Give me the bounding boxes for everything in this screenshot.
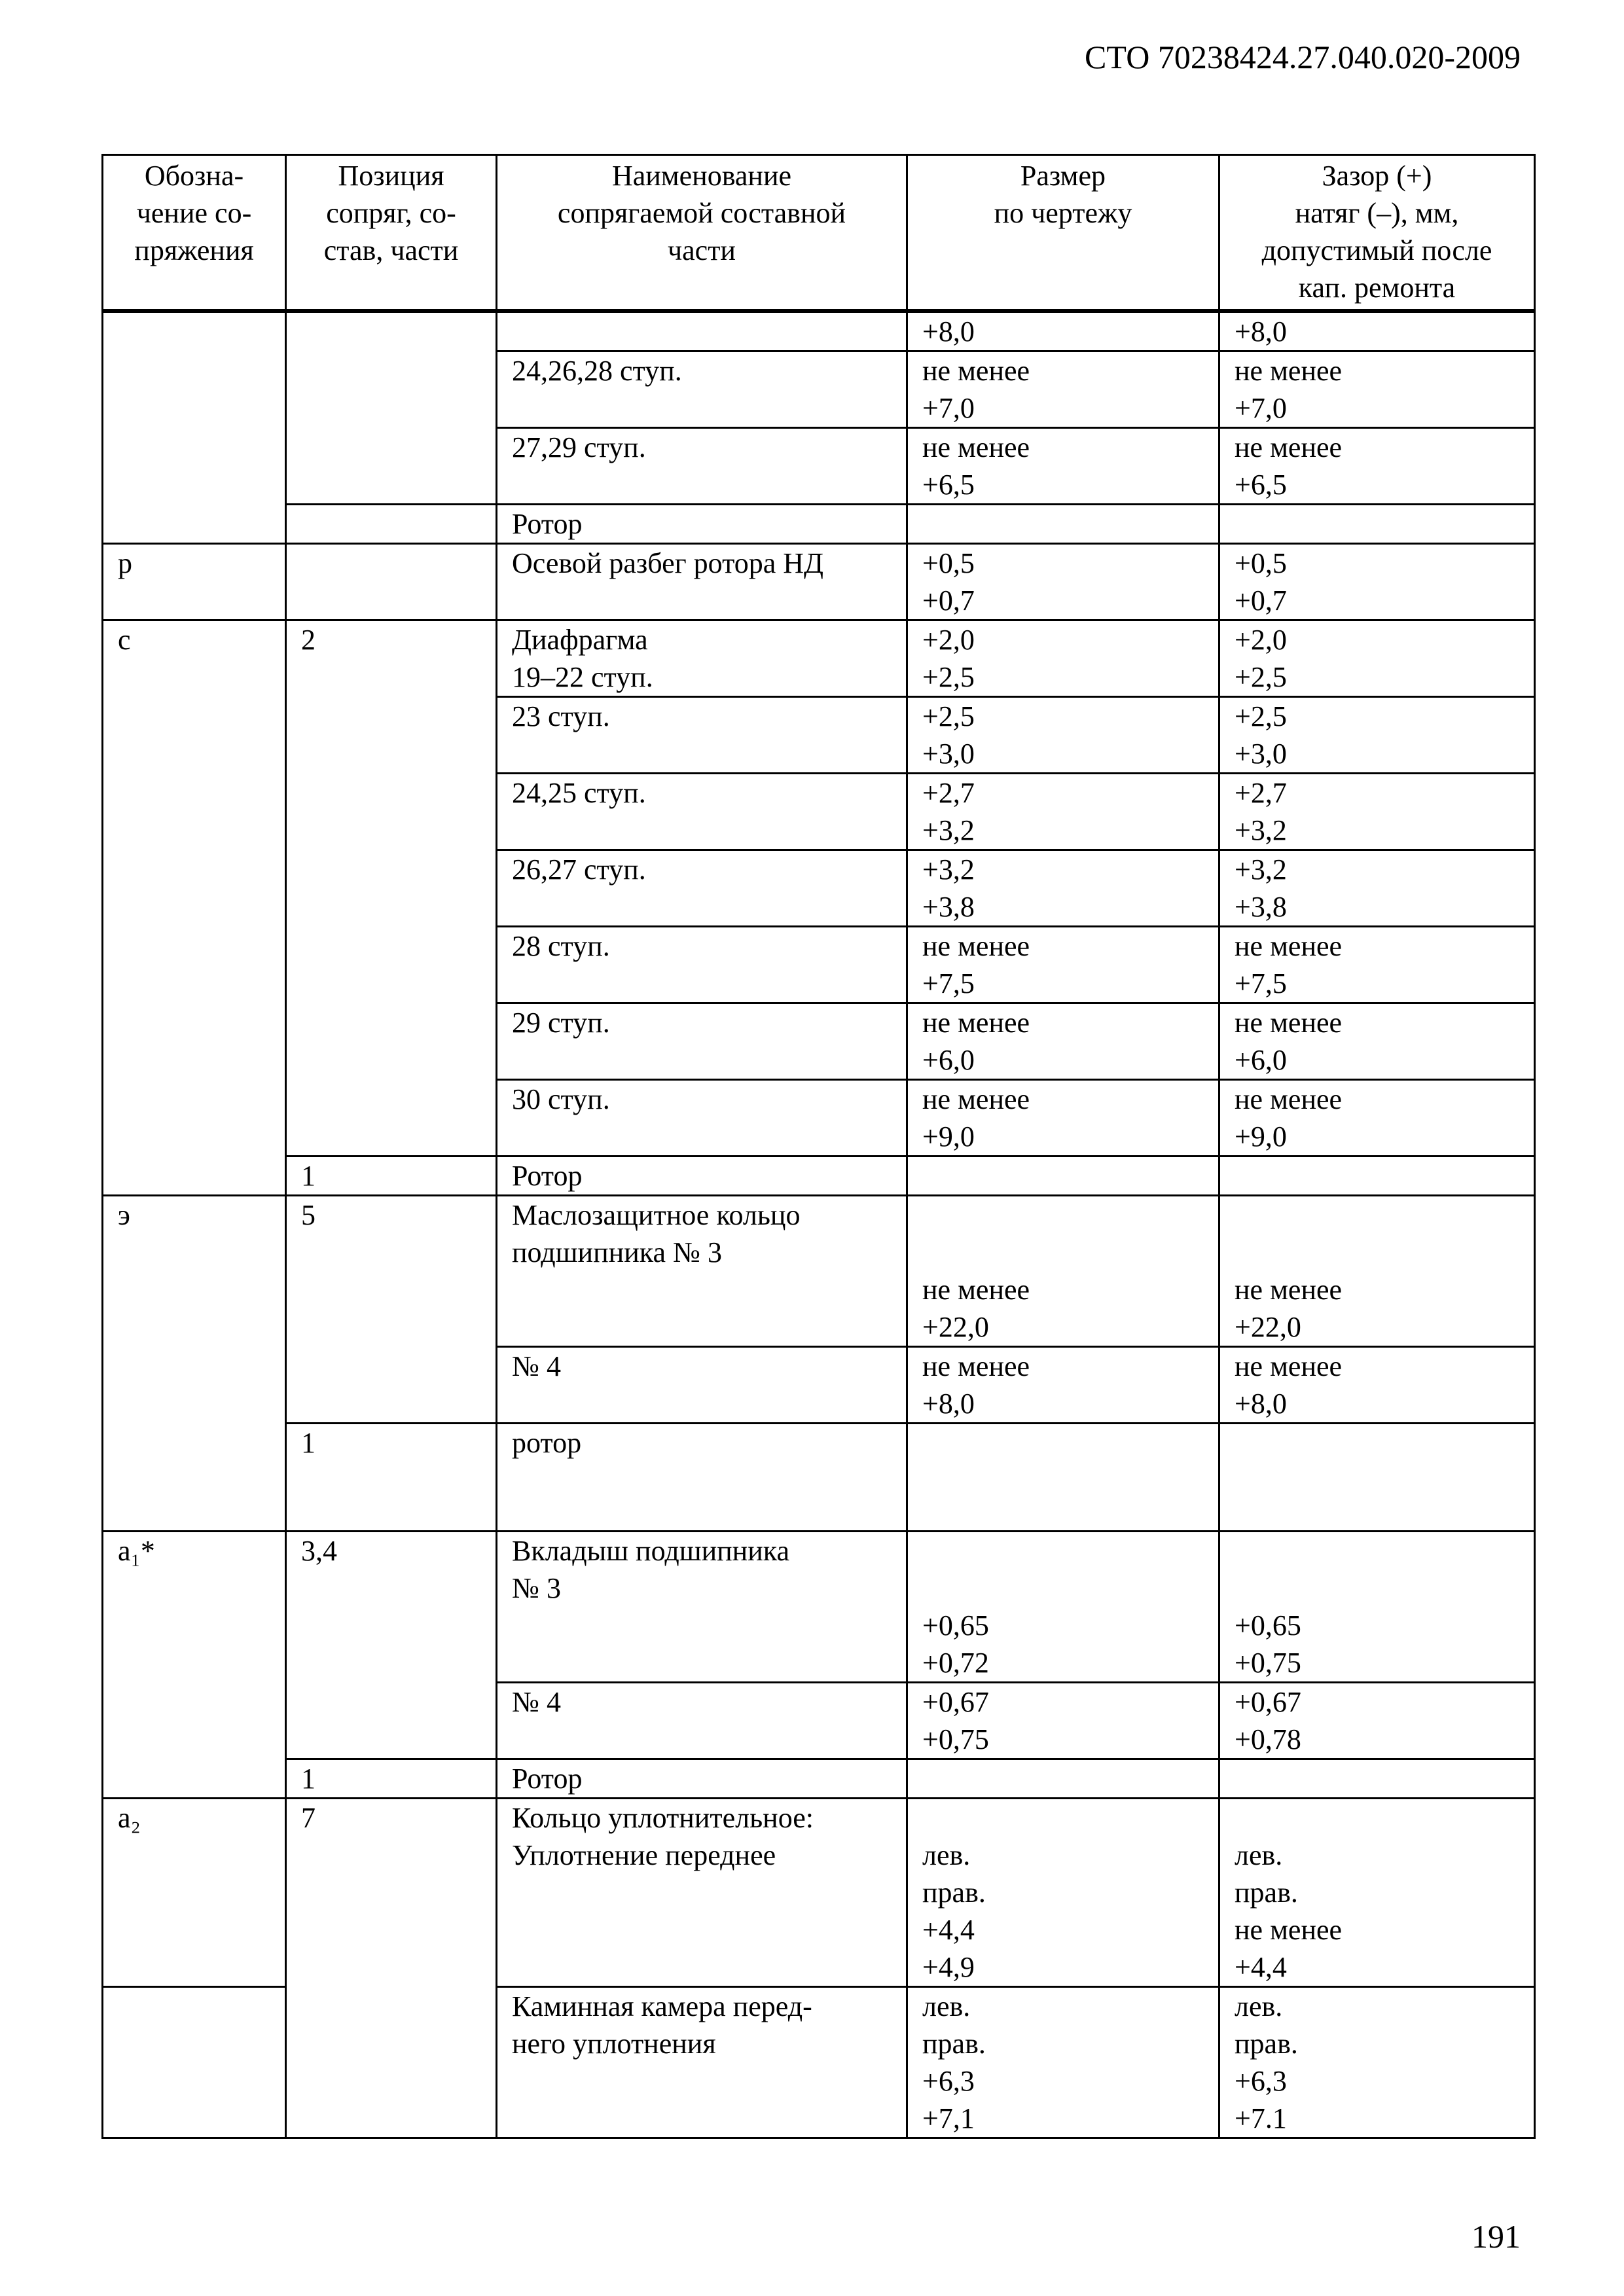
header-allowed-gap: Зазор (+) натяг (–), мм, допустимый после кап. ремонта [1219, 155, 1535, 312]
cell-gap: +0,65 +0,75 [1219, 1532, 1535, 1683]
cell-size: +2,7 +3,2 [907, 774, 1219, 850]
cell-name: Диафрагма 19–22 ступ. [497, 620, 907, 697]
header-position: Позиция сопряг, со- став, части [286, 155, 497, 312]
cell-name: Ротор [497, 505, 907, 544]
table-body [103, 311, 1535, 2138]
cell-pos [286, 544, 497, 620]
cell-size: не менее +9,0 [907, 1080, 1219, 1157]
cell-name: Ротор [497, 1157, 907, 1196]
cell-size: +0,67 +0,75 [907, 1683, 1219, 1759]
cell-size [907, 1157, 1219, 1196]
cell-size: +8,0 [907, 311, 1219, 351]
cell-name: Маслозащитное кольцо подшипника № 3 [497, 1196, 907, 1347]
cell-pos: 1 [286, 1759, 497, 1799]
cell-size [907, 1424, 1219, 1532]
cell-gap: +0,5 +0,7 [1219, 544, 1535, 620]
header-mark: Обозна- чение со- пряжения [103, 155, 286, 312]
table-row [103, 544, 1535, 620]
cell-mark: а₂ [103, 1799, 286, 1987]
document-code: СТО 70238424.27.040.020-2009 [1085, 39, 1521, 75]
cell-name: № 4 [497, 1347, 907, 1424]
cell-gap: лев. прав. +6,3 +7.1 [1219, 1987, 1535, 2138]
cell-size: не менее +8,0 [907, 1347, 1219, 1424]
table-header-row [103, 155, 1535, 312]
cell-size: +3,2 +3,8 [907, 850, 1219, 927]
cell-size [907, 505, 1219, 544]
cell-name: № 4 [497, 1683, 907, 1759]
cell-size [907, 1759, 1219, 1799]
cell-gap: +2,5 +3,0 [1219, 697, 1535, 774]
cell-name: Кольцо уплотнительное: Уплотнение переднее [497, 1799, 907, 1987]
cell-size: не менее +7,5 [907, 927, 1219, 1003]
cell-gap: не менее +22,0 [1219, 1196, 1535, 1347]
cell-name: 30 ступ. [497, 1080, 907, 1157]
cell-gap: +2,0 +2,5 [1219, 620, 1535, 697]
cell-mark: с [103, 620, 286, 1196]
cell-gap: лев. прав. не менее +4,4 [1219, 1799, 1535, 1987]
cell-name: 24,26,28 ступ. [497, 351, 907, 428]
cell-pos: 1 [286, 1424, 497, 1532]
cell-size: +2,5 +3,0 [907, 697, 1219, 774]
cell-gap: не менее +9,0 [1219, 1080, 1535, 1157]
cell-size: лев. прав. +6,3 +7,1 [907, 1987, 1219, 2138]
cell-gap: +3,2 +3,8 [1219, 850, 1535, 927]
cell-gap: не менее +6,0 [1219, 1003, 1535, 1080]
cell-name: Ротор [497, 1759, 907, 1799]
table-row [103, 1157, 1535, 1196]
cell-gap [1219, 1759, 1535, 1799]
table-row [103, 1196, 1535, 1347]
table-row [103, 1759, 1535, 1799]
cell-gap: не менее +8,0 [1219, 1347, 1535, 1424]
cell-gap: не менее +6,5 [1219, 428, 1535, 505]
cell-mark: а₁* [103, 1532, 286, 1799]
cell-pos: 1 [286, 1157, 497, 1196]
cell-pos: 5 [286, 1196, 497, 1424]
header-drawing-size: Размер по чертежу [907, 155, 1219, 312]
cell-size: +2,0 +2,5 [907, 620, 1219, 697]
cell-mark: р [103, 544, 286, 620]
cell-name: Осевой разбег ротора НД [497, 544, 907, 620]
cell-mark [103, 311, 286, 544]
cell-size: +0,5 +0,7 [907, 544, 1219, 620]
cell-name: 29 ступ. [497, 1003, 907, 1080]
cell-size: не менее +22,0 [907, 1196, 1219, 1347]
cell-pos: 7 [286, 1799, 497, 2138]
cell-mark: э [103, 1196, 286, 1532]
cell-gap [1219, 505, 1535, 544]
cell-pos [286, 505, 497, 544]
cell-name: Каминная камера перед- него уплотнения [497, 1987, 907, 2138]
cell-gap [1219, 1424, 1535, 1532]
table-row [103, 311, 1535, 351]
cell-gap: не менее +7,0 [1219, 351, 1535, 428]
cell-name [497, 311, 907, 351]
table-row [103, 1799, 1535, 1987]
cell-name: 27,29 ступ. [497, 428, 907, 505]
cell-pos: 3,4 [286, 1532, 497, 1759]
cell-name: 28 ступ. [497, 927, 907, 1003]
cell-gap [1219, 1157, 1535, 1196]
header-part-name: Наименование сопрягаемой составной части [497, 155, 907, 312]
cell-gap: не менее +7,5 [1219, 927, 1535, 1003]
cell-pos: 2 [286, 620, 497, 1157]
cell-name: Вкладыш подшипника № 3 [497, 1532, 907, 1683]
cell-size: +0,65 +0,72 [907, 1532, 1219, 1683]
cell-pos [286, 311, 497, 505]
cell-mark [103, 1987, 286, 2138]
cell-size: не менее +7,0 [907, 351, 1219, 428]
table-row [103, 1532, 1535, 1683]
table-row [103, 505, 1535, 544]
cell-gap: +0,67 +0,78 [1219, 1683, 1535, 1759]
cell-size: лев. прав. +4,4 +4,9 [907, 1799, 1219, 1987]
fits-table [101, 154, 1536, 2139]
table-row [103, 620, 1535, 697]
cell-gap: +2,7 +3,2 [1219, 774, 1535, 850]
cell-name: 24,25 ступ. [497, 774, 907, 850]
cell-name: ротор [497, 1424, 907, 1532]
cell-size: не менее +6,5 [907, 428, 1219, 505]
page-number: 191 [1471, 2218, 1521, 2255]
table-row [103, 1424, 1535, 1532]
cell-name: 23 ступ. [497, 697, 907, 774]
cell-name: 26,27 ступ. [497, 850, 907, 927]
cell-size: не менее +6,0 [907, 1003, 1219, 1080]
cell-gap: +8,0 [1219, 311, 1535, 351]
